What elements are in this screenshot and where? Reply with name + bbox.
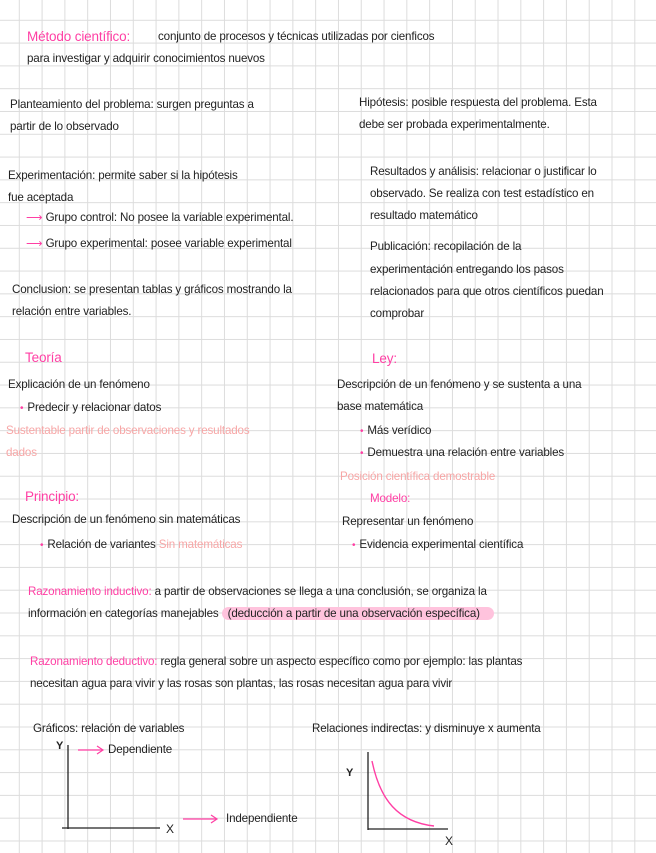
principio-line1: Descripción de un fenómeno sin matemáticas (12, 513, 241, 526)
publicacion-line4: comprobar (370, 307, 425, 320)
dependiente-label: Dependiente (108, 743, 173, 756)
grupo-experimental-text: Grupo experimental: posee variable experimental (45, 237, 292, 250)
principio-bullet-note: Sin matemáticas (158, 538, 243, 551)
inductivo-line1: Razonamiento inductivo: a partir de observaciones se llega a una conclusión, se organiza la (28, 585, 487, 598)
publicacion-line2: experimentación entregando los pasos (370, 263, 564, 276)
metodo-line1: conjunto de procesos y técnicas utilizadas por cienficos (158, 30, 435, 43)
planteamiento-line1: Planteamiento del problema: surgen preguntas a (10, 98, 254, 111)
resultados-line1: Resultados y análisis: relacionar o justificar lo (370, 165, 597, 178)
principio-bullet: • Relación de variantes Sin matemáticas (40, 538, 243, 551)
experimentacion-line2: fue aceptada (8, 191, 74, 204)
grupo-control-text: Grupo control: No posee la variable experimental. (45, 211, 294, 224)
publicacion-line1: Publicación: recopilación de la (370, 240, 522, 253)
ley-bullet2: • Demuestra una relación entre variables (360, 446, 565, 459)
deductivo-line2: necesitan agua para vivir y las rosas son plantas, las rosas necesitan agua para vivir (30, 677, 453, 690)
arrow-right-icon: ⟶ (26, 237, 43, 250)
hipotesis-line1: Hipótesis: posible respuesta del problema. Esta (359, 96, 597, 109)
modelo-bullet: • Evidencia experimental científica (352, 538, 524, 551)
graficos-caption: Gráficos: relación de variables (33, 722, 185, 735)
teoria-bullet: • Predecir y relacionar datos (20, 401, 162, 414)
ley-bullet1: • Más verídico (360, 424, 432, 437)
arrow-right-icon: ⟶ (26, 211, 43, 224)
teoria-note1: Sustentable partir de observaciones y resultados (6, 424, 250, 437)
ley-line1: Descripción de un fenómeno y se sustenta a una (337, 378, 582, 391)
relaciones-caption: Relaciones indirectas: y disminuye x aumenta (312, 722, 541, 735)
inverse-curve (372, 761, 434, 826)
inductivo-highlight: (deducción a partir de una observación específica) (222, 607, 494, 620)
principio-title: Principio: (25, 489, 80, 504)
teoria-note2: dados (6, 446, 37, 459)
metodo-line2: para investigar y adquirir conocimientos nuevos (27, 52, 265, 65)
conclusion-line1: Conclusion: se presentan tablas y gráficos mostrando la (12, 283, 292, 296)
relaciones-y-label: Y (346, 767, 354, 779)
planteamiento-line2: partir de lo observado (10, 120, 119, 133)
hipotesis-line2: debe ser probada experimentalmente. (359, 118, 550, 131)
independiente-label: Independiente (226, 812, 298, 825)
inductivo-term: Razonamiento inductivo: (28, 585, 152, 598)
inductivo-line2: información en categorías manejables (deducción a partir de una observación específica) (28, 603, 494, 626)
bullet-icon: • (352, 540, 356, 551)
modelo-line1: Representar un fenómeno (342, 515, 474, 528)
ley-line2: base matemática (337, 400, 424, 413)
bullet-icon: • (20, 403, 24, 414)
resultados-line3: resultado matemático (370, 209, 478, 222)
resultados-line2: observado. Se realiza con test estadístico en (370, 187, 594, 200)
graficos-x-label: X (166, 822, 174, 836)
ley-title: Ley: (372, 351, 397, 366)
bullet-icon: • (360, 448, 364, 459)
deductivo-term: Razonamiento deductivo: (30, 655, 158, 668)
bullet-icon: • (360, 426, 364, 437)
conclusion-line2: relación entre variables. (12, 305, 132, 318)
relaciones-x-label: X (445, 834, 453, 848)
metodo-term: Método científico: (27, 29, 131, 44)
graficos-y-label: Y (56, 740, 64, 752)
teoria-line1: Explicación de un fenómeno (8, 378, 150, 391)
publicacion-line3: relacionados para que otros científicos puedan (370, 285, 604, 298)
ley-note: Posición científica demostrable (340, 470, 496, 483)
bullet-icon: • (40, 540, 44, 551)
modelo-title: Modelo: (370, 492, 411, 505)
teoria-title: Teoría (25, 350, 62, 365)
deductivo-line1: Razonamiento deductivo: regla general sobre un aspecto específico como por ejemplo: las plantas (30, 655, 523, 668)
experimentacion-line1: Experimentación: permite saber si la hipótesis (8, 169, 238, 182)
